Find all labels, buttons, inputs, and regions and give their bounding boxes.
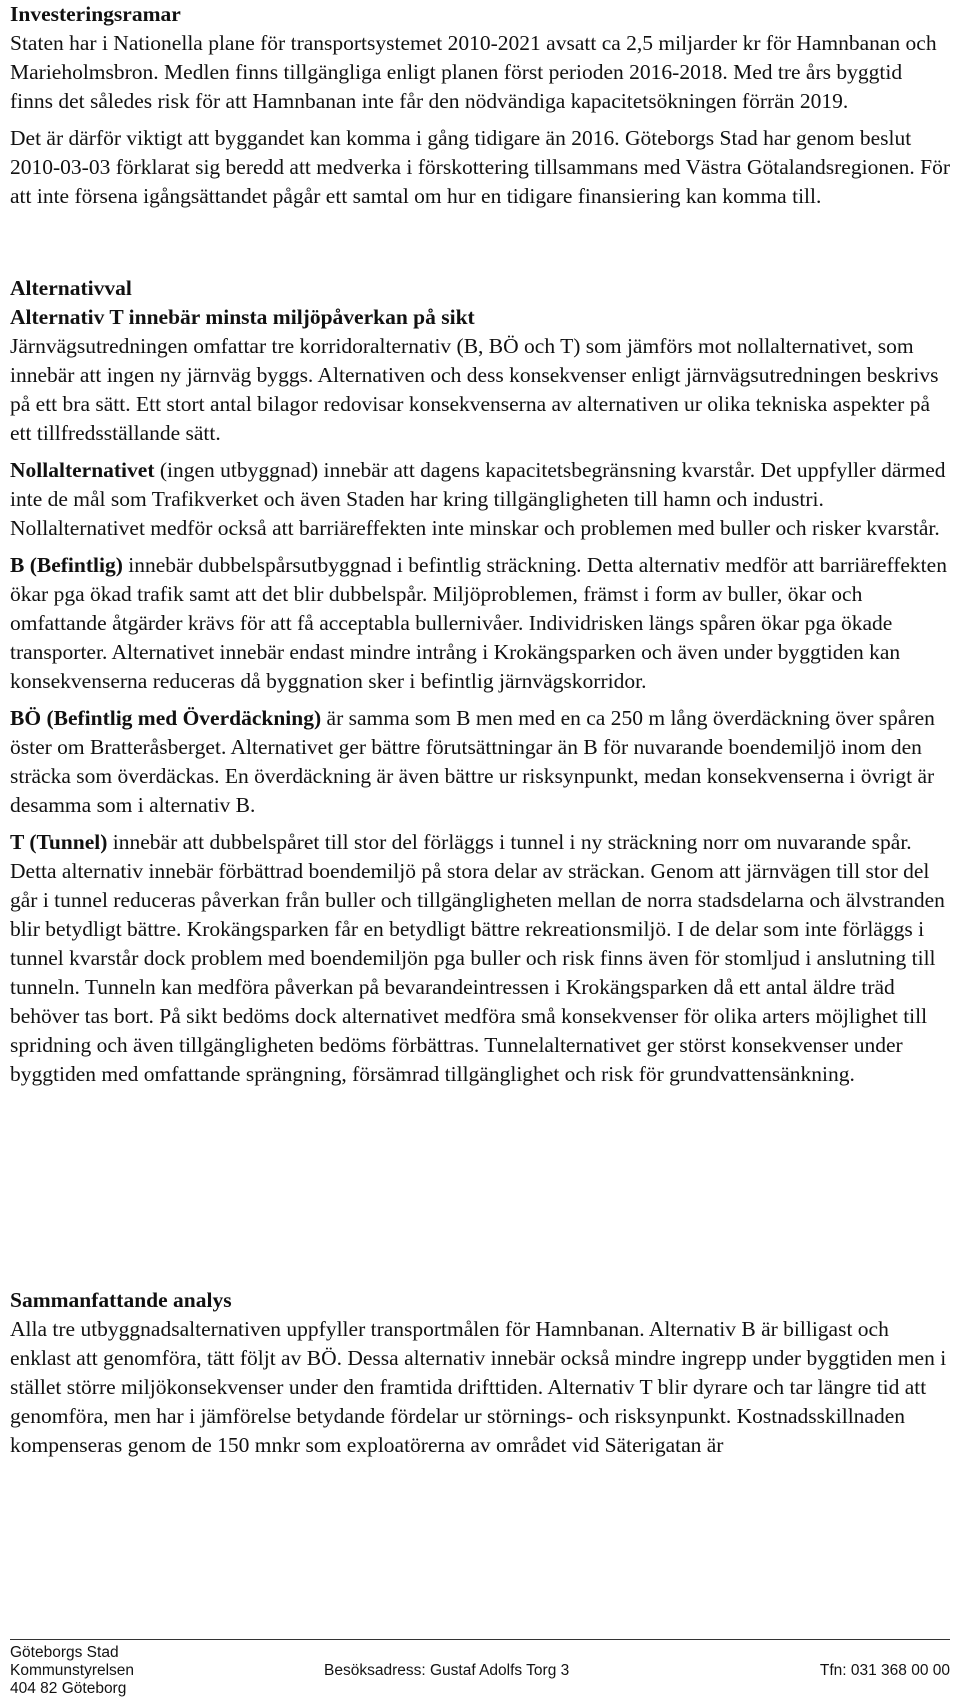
heading-alternativval: Alternativval (10, 276, 132, 300)
paragraph-alternativ-t (10, 828, 950, 1089)
paragraph-investering-2: Det är därför viktigt att byggandet kan komma i gång tidigare än 2016. Göteborgs Stad har genom beslut 2010-03-03 förklarat sig beredd att medverka i förskottering tillsammans med Västra Götalandsregionen. För att inte försena igångsättandet pågår ett samtal om hur en tidigare finansiering kan komma till. (10, 126, 950, 208)
paragraph-alternativ-bo (10, 704, 950, 820)
footer-phone: Tfn: 031 368 00 00 (819, 1662, 950, 1679)
page-footer (10, 1644, 950, 1698)
section-investeringsramar (10, 0, 950, 211)
paragraph-alternativ-intro: Järnvägsutredningen omfattar tre korridoralternativ (B, BÖ och T) som jämförs mot nollalternativet, som innebär att ingen ny järnväg byggs. Alternativen och dess konsekvenser enligt järnvägsutredningen beskrivs på ett bra sätt. Ett stort antal bilagor redovisar konsekvenserna av alternativen ur olika tekniska aspekter på ett tillfredsställande sätt. (10, 334, 939, 445)
label-alternativ-b: B (Befintlig) (10, 553, 123, 577)
text-nollalternativet: (ingen utbyggnad) innebär att dagens kapacitetsbegränsning kvarstår. Det uppfyller därmed inte de mål som Trafikverket och även Staden har kring tillgängligheten till hamn och industri. Nollalternativet medför också att barriäreffekten inte minskar och problemen med buller och risker kvarstår. (10, 458, 946, 540)
text-alternativ-bo: är samma som B men med en ca 250 m lång överdäckning över spåren öster om Bratteråsberget. Alternativet ger bättre förutsättningar än B för nuvarande boendemiljö inom den sträcka som överdäckas. En överdäckning är även bättre ur risksynpunkt, medan konsekvenserna i övrigt är desamma som i alternativ B. (10, 706, 935, 817)
label-alternativ-t: T (Tunnel) (10, 830, 108, 854)
subheading-alternativ-t: Alternativ T innebär minsta miljöpåverkan på sikt (10, 305, 475, 329)
section-sammanfattande-analys (10, 1286, 950, 1460)
paragraph-sammanfattande: Alla tre utbyggnadsalternativen uppfyller transportmålen för Hamnbanan. Alternativ B är billigast och enklast att genomföra, tätt följt av BÖ. Dessa alternativ innebär också mindre ingrepp under byggtiden men i stället större miljökonsekvenser under den framtida drifttiden. Alternativ T blir dyrare och tar längre tid att genomföra, men har i jämförelse betydande fördelar ur störnings- och risksynpunkt. Kostnadsskillnaden kompenseras genom de 150 mnkr som exploatörerna av området vid Säterigatan är (10, 1317, 947, 1457)
heading-investeringsramar: Investeringsramar (10, 2, 181, 26)
text-alternativ-b: innebär dubbelspårsutbyggnad i befintlig sträckning. Detta alternativ medför att barriäreffekten ökar pga ökad trafik samt att det blir dubbelspår. Miljöproblemen, främst i form av buller, ökar och omfattande åtgärder krävs för att få acceptabla bullernivåer. Individrisken längs spåren ökar pga ökade transporter. Alternativet innebär endast mindre intrång i Krokängsparken och även under byggtiden kan konsekvenserna reduceras då byggnation sker i befintlig järnvägskorridor. (10, 553, 947, 693)
section-alternativval (10, 274, 950, 1089)
text-alternativ-t: innebär att dubbelspåret till stor del förläggs i tunnel i ny sträckning norr om nuvarande spår. Detta alternativ innebär förbättrad boendemiljö på stora delar av sträckan. Genom att järnvägen till stor del går i tunnel reduceras påverkan från buller och tillgängligheten mellan de norra stadsdelarna och älvstranden blir betydligt bättre. Krokängsparken får en betydligt bättre rekreationsmiljö. I de delar som inte förläggs i tunnel kvarstår dock problem med boendemiljön pga buller och risk finns även för stomljud i anslutning till tunneln. Tunneln kan medföra påverkan på bevarandeintressen i Krokängsparken då ett antal äldre träd behöver tas bort. På sikt bedöms dock alternativet medföra små konsekvenser för olika arters möjlighet till spridning och även tillgängligheten bedöms förbättras. Tunnelalternativet ger störst konsekvenser under byggtiden med omfattande sprängning, försämrad tillgänglighet och risk för grundvattensänkning. (10, 830, 945, 1086)
heading-sammanfattande-analys: Sammanfattande analys (10, 1288, 232, 1312)
footer-organization: Göteborgs Stad (10, 1644, 119, 1661)
paragraph-nollalternativet (10, 456, 950, 543)
footer-divider (10, 1639, 950, 1640)
paragraph-investering-1: Staten har i Nationella plane för transportsystemet 2010-2021 avsatt ca 2,5 miljarder kr för Hamnbanan och Marieholmsbron. Medlen finns tillgängliga enligt planen först perioden 2016-2018. Med tre års byggtid finns det således risk för att Hamnbanan inte får den nödvändiga kapacitetsökningen förrän 2019. (10, 31, 937, 113)
label-nollalternativet: Nollalternativet (10, 458, 155, 482)
label-alternativ-bo: BÖ (Befintlig med Överdäckning) (10, 706, 322, 730)
footer-department: Kommunstyrelsen (10, 1662, 135, 1679)
footer-postal-address: 404 82 Göteborg (10, 1680, 127, 1697)
paragraph-alternativ-b (10, 551, 950, 696)
footer-visiting-address: Besöksadress: Gustaf Adolfs Torg 3 (324, 1662, 570, 1679)
